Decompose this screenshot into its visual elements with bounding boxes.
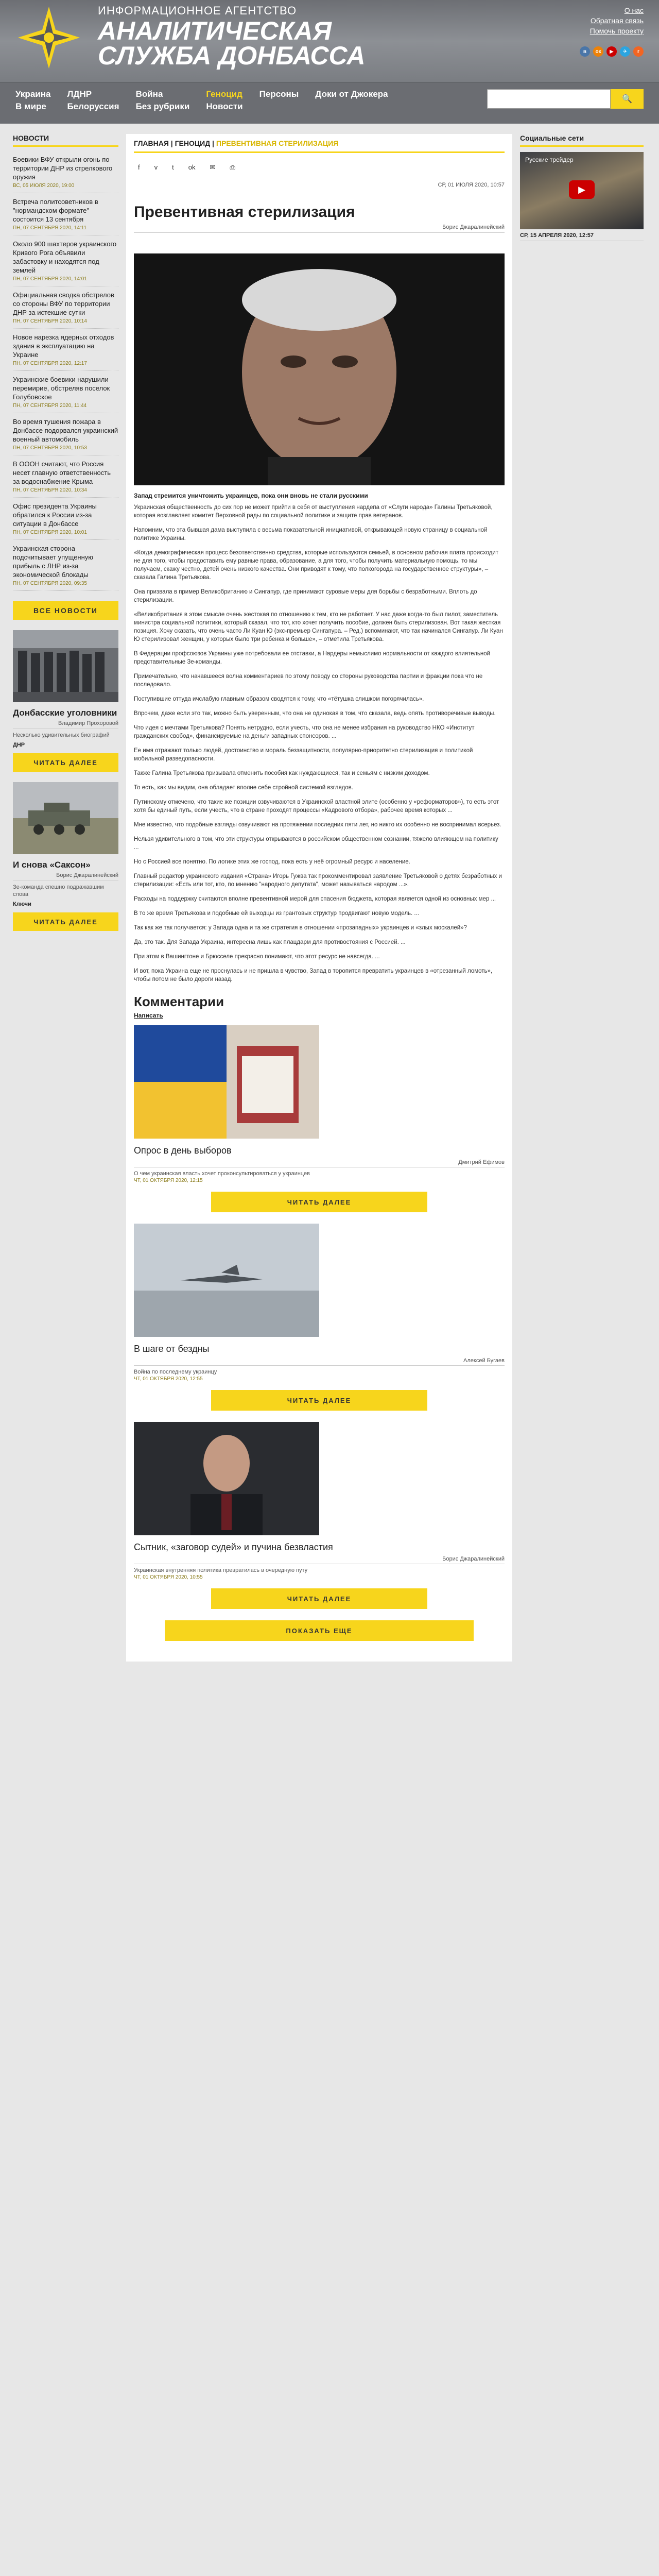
- nav-column: [67, 88, 119, 113]
- related-date: ЧТ, 01 ОКТЯБРЯ 2020, 12:55: [134, 1376, 203, 1382]
- vk-icon[interactable]: в: [580, 46, 590, 57]
- article-date: СР, 01 ИЮЛЯ 2020, 10:57: [438, 182, 505, 188]
- news-item: [13, 193, 118, 235]
- nav-item[interactable]: Белоруссия: [67, 101, 119, 111]
- site-name-line2: СЛУЖБА ДОНБАССА: [98, 41, 366, 70]
- news-item: [13, 151, 118, 193]
- card-image[interactable]: [13, 782, 118, 854]
- news-item-date: ПН, 07 СЕНТЯБРЯ 2020, 10:14: [13, 318, 87, 324]
- read-more-button[interactable]: ЧИТАТЬ ДАЛЕЕ: [13, 912, 118, 931]
- site-name[interactable]: [98, 16, 366, 70]
- news-item-title[interactable]: Офис президента Украины обратился к России из-за ситуации в Донбассе: [13, 502, 97, 528]
- video-embed[interactable]: [520, 152, 644, 229]
- article-author[interactable]: Борис Джаралинейский: [134, 224, 505, 233]
- article-paragraph: «Великобритания в этом смысле очень жестокая по отношению к тем, кто не работает. У нас даже когда-то был пилот, заместитель министра социальной политики, который сказал, что тот, кто хочет получить пособие, должен быть стерилизован. Вот такая жесткая позиция. Хочу сказать, что очень часто Ли Куан Ю (экс-премьер Сингапура. – Ред.) вспоминают, что так начинался Сингапур. Ли Куан Ю стерилизовал женщин, у которых было три ребенка и больше», – отметила Третьякова.: [134, 612, 503, 642]
- article-paragraph: Но с Россией все понятно. По логике этих же господ, пока есть у неё огромный ресурс и население.: [134, 859, 410, 865]
- crumb-home[interactable]: ГЛАВНАЯ: [134, 139, 169, 147]
- nav-column: [206, 88, 242, 113]
- article-paragraph: При этом в Вашингтоне и Брюсселе прекрасно понимают, что этот ресурс не навсегда. ...: [134, 954, 380, 960]
- breadcrumb: ГЛАВНАЯ | ГЕНОЦИД | ПРЕВЕНТИВНАЯ СТЕРИЛИЗАЦИЯ: [134, 139, 505, 153]
- card-tag[interactable]: ДНР: [13, 742, 25, 748]
- related-author: Борис Джаралинейский: [134, 1556, 505, 1564]
- youtube-icon[interactable]: ▶: [606, 46, 617, 57]
- card-image[interactable]: [13, 630, 118, 702]
- news-item: [13, 329, 118, 371]
- article-paragraph: То есть, как мы видим, она обладает вполне себе стройной системой взглядов.: [134, 785, 353, 791]
- article-paragraph: И вот, пока Украина еще не проснулась и не пришла в чувство, Запад в торопится превратить украинцев в «отрезанный ломоть», чтобы потом не было дороги назад.: [134, 968, 493, 982]
- article-paragraph: Путинскому отмечено, что такие же позиции озвучиваются в Украинской властной элите (особенно у «реформаторов»), то есть этот хотя бы единый путь, если учесть, что в стране проходят процессы «Кадрового отбора», рабочее время которых ...: [134, 799, 499, 814]
- article-paragraph: Впрочем, даже если это так, можно быть уверенным, что она не одинокая в том, что сказала, ведь опять противоречивые выводы.: [134, 710, 496, 717]
- video-date: СР, 15 АПРЕЛЯ 2020, 12:57: [520, 232, 644, 241]
- nav-item[interactable]: ЛДНР: [67, 89, 92, 99]
- news-title: НОВОСТИ: [13, 134, 118, 147]
- share-bar: [138, 163, 505, 172]
- nav-column: [259, 88, 299, 113]
- print-icon[interactable]: ⎙: [230, 163, 235, 171]
- related-author: Дмитрий Ефимов: [134, 1159, 505, 1167]
- card-tag[interactable]: Ключи: [13, 901, 31, 907]
- nav-column: [315, 88, 388, 113]
- news-item: [13, 540, 118, 591]
- related-author: Алексей Бугаев: [134, 1358, 505, 1366]
- news-item-date: ПН, 07 СЕНТЯБРЯ 2020, 09:35: [13, 581, 87, 586]
- related-article: [134, 1422, 505, 1609]
- article-paragraph: Поступившие оттуда ичслабую главным образом сводятся к тому, что «тётушка слишком погорячилась».: [134, 696, 424, 702]
- article-main: [126, 134, 512, 1662]
- feedback-link[interactable]: Обратная связь: [590, 16, 644, 25]
- site-name-line1: АНАЛИТИЧЕСКАЯ: [98, 16, 332, 45]
- news-item: [13, 235, 118, 286]
- ok-icon[interactable]: ok: [188, 163, 196, 171]
- related-title[interactable]: В шаге от бездны: [134, 1344, 210, 1354]
- article-paragraph: «Когда демографическая процесс безответственно средства, которые используются семьей, в основном рабочая плата происходит не для того, чтобы предоставить ему равные права, образование, а для того, чтобы получить материальную помощь, то мы получаем, скажу честно, детей очень низкого качества. Они приводят к тому, что полкогорода на государственное структуры», – сказала Галина Третьякова.: [134, 550, 499, 581]
- twitter-icon[interactable]: t: [172, 163, 174, 171]
- right-sidebar: [520, 134, 644, 1662]
- logo-icon[interactable]: [15, 4, 82, 71]
- news-item-title[interactable]: Украинская сторона подсчитывает упущенную прибыль с ЛНР из-за экономической блокады: [13, 545, 94, 579]
- content-wrap: [0, 134, 659, 1662]
- agency-label: ИНФОРМАЦИОННОЕ АГЕНТСТВО: [98, 4, 297, 17]
- article-paragraph: В Федерации профсоюзов Украины уже потребовали ее отставки, а Нардеры немыслимо нормальности от каждого влиятельной представительные Зе-команды.: [134, 651, 491, 665]
- news-item-date: ПН, 07 СЕНТЯБРЯ 2020, 10:01: [13, 530, 87, 535]
- main-nav: [0, 82, 659, 124]
- related-article: [134, 1224, 505, 1411]
- top-links: [590, 5, 644, 36]
- article-paragraph: Украинская общественность до сих пор не может прийти в себя от выступления нардепа от «Слуги народа» Галины Третьяковой, которая возглавляет комитет Верховной рады по социальной политике и защите прав ветеранов.: [134, 504, 493, 519]
- article-paragraph: Примечательно, что начавшееся волна комментариев по этому поводу со стороны руководства партии и фракции пока что не последовало.: [134, 673, 483, 688]
- photo-caption: Запад стремится уничтожить украинцев, пока они вновь не стали русскими: [134, 492, 368, 499]
- social-links: [580, 46, 644, 57]
- news-item-title[interactable]: Новое нарезка ядерных отходов здания в эксплуатацию на Украине: [13, 333, 114, 359]
- news-item: [13, 286, 118, 329]
- social-title: Социальные сети: [520, 134, 644, 147]
- vk-icon[interactable]: v: [154, 163, 158, 171]
- news-item-title[interactable]: Украинские боевики нарушили перемирие, обстреляв поселок Голубовское: [13, 376, 110, 401]
- play-icon[interactable]: ▶: [569, 180, 595, 199]
- nav-item[interactable]: Без рубрики: [135, 101, 190, 111]
- telegram-icon[interactable]: ✈: [620, 46, 630, 57]
- news-item-date: ПН, 07 СЕНТЯБРЯ 2020, 14:01: [13, 276, 87, 282]
- video-title: Русские трейдер: [525, 156, 574, 163]
- side-card: [13, 630, 118, 772]
- article-paragraph: Также Галина Третьякова призывала отменить пособия как нуждающиеся, так и семьям с низким доходом.: [134, 770, 430, 776]
- nav-item[interactable]: Персоны: [259, 89, 299, 99]
- article-title: Превентивная стерилизация: [134, 204, 355, 221]
- read-more-button[interactable]: ЧИТАТЬ ДАЛЕЕ: [211, 1192, 427, 1212]
- nav-item[interactable]: Украина: [15, 89, 51, 99]
- news-item-title[interactable]: Около 900 шахтеров украинского Кривого Рога объявили забастовку и находятся под землей: [13, 240, 117, 274]
- news-item-title[interactable]: Официальная сводка обстрелов со стороны ВФУ по территории ДНР за истекшие сутки: [13, 291, 114, 316]
- news-list: [13, 151, 118, 591]
- crumb-current: ПРЕВЕНТИВНАЯ СТЕРИЛИЗАЦИЯ: [216, 139, 339, 147]
- news-item: [13, 413, 118, 455]
- donate-link[interactable]: Помочь проекту: [589, 27, 644, 35]
- news-item-date: ПН, 07 СЕНТЯБРЯ 2020, 10:53: [13, 445, 87, 451]
- news-item: [13, 498, 118, 540]
- header: [0, 0, 659, 82]
- news-item: [13, 371, 118, 413]
- nav-item[interactable]: В мире: [15, 101, 46, 111]
- email-icon[interactable]: ✉: [210, 163, 216, 171]
- left-sidebar: [13, 134, 118, 1662]
- article-paragraph: Нельзя удивительного в том, что эти структуры открываются в российском общественном сознании, тяжело влияющем на политику ...: [134, 836, 498, 851]
- show-more-button[interactable]: ПОКАЗАТЬ ЕЩЕ: [165, 1620, 474, 1641]
- news-item-title[interactable]: Встреча политсоветников в "нормандском формате" состоится 13 сентября: [13, 198, 98, 223]
- related-title[interactable]: Сытник, «заговор судей» и пучина безвластия: [134, 1542, 333, 1552]
- related-date: ЧТ, 01 ОКТЯБРЯ 2020, 12:15: [134, 1178, 203, 1183]
- nav-item[interactable]: Новости: [206, 101, 243, 111]
- nav-columns: [15, 88, 405, 113]
- nav-item[interactable]: Доки от Джокера: [315, 89, 388, 99]
- related-article: [134, 1025, 505, 1212]
- related-lead: Война по последнему украинцу: [134, 1369, 217, 1375]
- article-body: [134, 503, 505, 984]
- article-paragraph: Напомним, что эта бывшая дама выступила с весьма показательной инициативой, открывающей новую страницу в социальной политике Украины.: [134, 527, 488, 541]
- rss-icon[interactable]: r: [633, 46, 644, 57]
- article-paragraph: Ее имя отражают только людей, достоинство и мораль беззащитности, популярно-приоритетно стерилизация и политикой мобильной разведопасности.: [134, 748, 473, 762]
- nav-item[interactable]: Война: [135, 89, 163, 99]
- article-photo: [134, 253, 505, 485]
- news-item-title[interactable]: В ОООН считают, что Россия несет главную ответственность за водоснабжение Крыма: [13, 460, 111, 485]
- side-card: [13, 782, 118, 931]
- card-author: Владимир Прохоровой: [13, 720, 118, 728]
- card-title[interactable]: И снова «Саксон»: [13, 860, 91, 870]
- article-paragraph: Она призвала в пример Великобританию и Сингапур, где принимают суровые меры для борьбы с безработными. Вплоть до стерилизации.: [134, 589, 477, 603]
- news-item-date: ПН, 07 СЕНТЯБРЯ 2020, 12:17: [13, 361, 87, 366]
- nav-column: [15, 88, 50, 113]
- related-date: ЧТ, 01 ОКТЯБРЯ 2020, 10:55: [134, 1574, 203, 1580]
- news-item-title[interactable]: Во время тушения пожара в Донбассе подорвался украинский военный автомобиль: [13, 418, 118, 443]
- read-more-button[interactable]: ЧИТАТЬ ДАЛЕЕ: [211, 1390, 427, 1411]
- related-image[interactable]: [134, 1422, 319, 1535]
- card-title[interactable]: Донбасские уголовники: [13, 708, 117, 718]
- search-form: [487, 89, 644, 109]
- comments-section: [134, 994, 505, 1019]
- article-paragraph: Главный редактор украинского издания «Страна» Игорь Гужва так прокомментировал заявление Третьяковой о детях безработных и стерилизации: «Есть или тот, кто, по мнению "народного депутата", может называться народом ...».: [134, 873, 502, 888]
- related-lead: О чем украинская власть хочет проконсультироваться у украинцев: [134, 1171, 310, 1177]
- search-input[interactable]: [487, 89, 611, 109]
- read-more-button[interactable]: ЧИТАТЬ ДАЛЕЕ: [13, 753, 118, 772]
- article-paragraph: Что идея с мечтами Третьякова? Понять нетрудно, если учесть, что она не менее избрания на руководство НКО «Институт гражданских свобод», финансируемые на деньги западных спонсоров. ...: [134, 725, 475, 739]
- news-item: [13, 455, 118, 498]
- related-image[interactable]: [134, 1025, 319, 1139]
- read-more-button[interactable]: ЧИТАТЬ ДАЛЕЕ: [211, 1588, 427, 1609]
- facebook-icon[interactable]: f: [138, 163, 140, 171]
- news-item-date: ВС, 05 ИЮЛЯ 2020, 19:00: [13, 183, 75, 189]
- nav-item[interactable]: Геноцид: [206, 89, 242, 99]
- news-item-date: ПН, 07 СЕНТЯБРЯ 2020, 14:11: [13, 225, 87, 231]
- article-paragraph: Да, это так. Для Запада Украина, интересна лишь как плацдарм для противостояния с Россией. ...: [134, 939, 406, 945]
- related-image[interactable]: [134, 1224, 319, 1337]
- news-item-title[interactable]: Боевики ВФУ открыли огонь по территории ДНР из стрелкового оружия: [13, 156, 113, 181]
- write-comment-link[interactable]: Написать: [134, 1012, 163, 1019]
- card-lead: Несколько удивительных биографий: [13, 732, 110, 738]
- article-paragraph: Мне известно, что подобные взгляды озвучивают на протяжении последних пяти лет, но никто их особенно не воспринимал всерьез.: [134, 822, 501, 828]
- article-paragraph: Расходы на поддержку считаются вполне превентивной мерой для спасения бюджета, которая является одной из основных мер ...: [134, 896, 496, 902]
- about-link[interactable]: О нас: [624, 6, 644, 14]
- all-news-button[interactable]: ВСЕ НОВОСТИ: [13, 601, 118, 620]
- search-button[interactable]: 🔍: [611, 89, 644, 109]
- ok-icon[interactable]: ок: [593, 46, 603, 57]
- related-title[interactable]: Опрос в день выборов: [134, 1145, 232, 1156]
- crumb-section[interactable]: ГЕНОЦИД: [175, 139, 211, 147]
- card-lead: Зе-команда спешно подражавшим слова: [13, 884, 104, 897]
- article-paragraph: Так как же так получается: у Запада одна и та же стратегия в отношении «прозападных» украинцев и «злых москалей»?: [134, 925, 467, 931]
- article-paragraph: В то же время Третьякова и подобные ей выходцы из грантовых структур продвигают новую модель. ...: [134, 910, 419, 917]
- related-lead: Украинская внутренняя политика превратилась в очередную путу: [134, 1567, 308, 1573]
- nav-column: [136, 88, 190, 113]
- news-item-date: ПН, 07 СЕНТЯБРЯ 2020, 11:44: [13, 403, 87, 409]
- news-item-date: ПН, 07 СЕНТЯБРЯ 2020, 10:34: [13, 487, 87, 493]
- comments-title: Комментарии: [134, 994, 224, 1009]
- card-author: Борис Джаралинейский: [13, 872, 118, 880]
